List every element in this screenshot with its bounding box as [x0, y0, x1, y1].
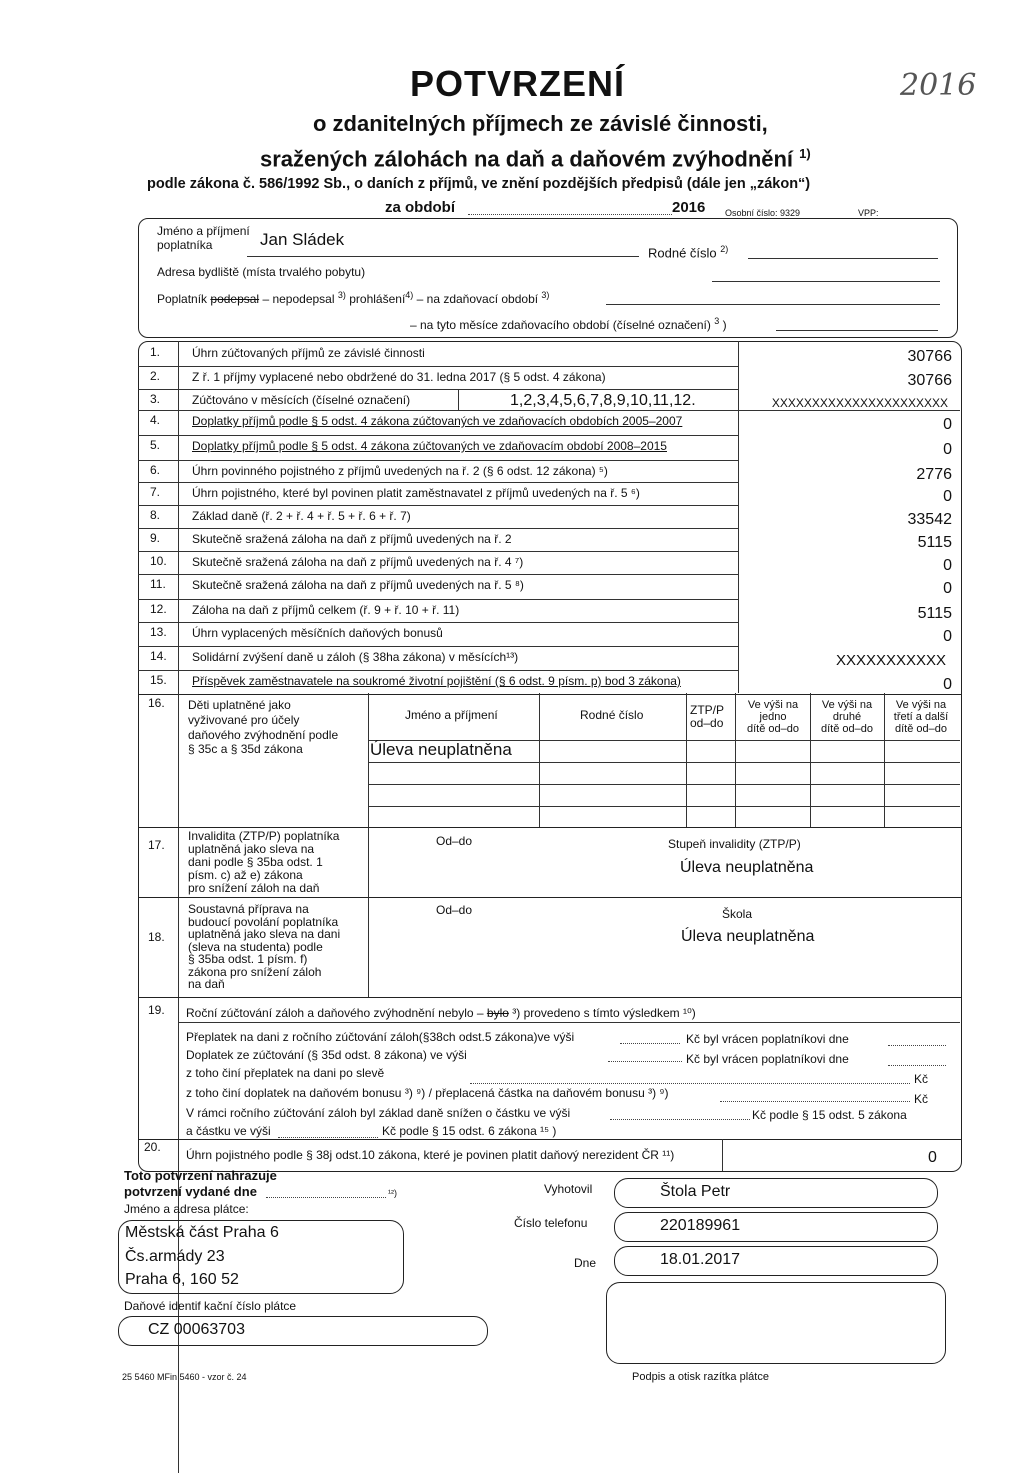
row-number: 1. — [150, 345, 161, 359]
children-value: Úleva neuplatněna — [370, 740, 512, 759]
row-value: 0 — [943, 676, 952, 693]
row-20-number: 20. — [144, 1140, 161, 1154]
col-child-birth-number: Rodné číslo — [580, 708, 644, 722]
row-number: 2. — [150, 369, 161, 383]
form-code: 25 5460 MFin 5460 - vzor č. 24 — [122, 1372, 247, 1382]
row-number: 3. — [150, 392, 161, 406]
row-16-label-4: § 35c a § 35d zákona — [188, 742, 303, 756]
row-number: 13. — [150, 625, 167, 639]
row-value: 0 — [943, 557, 952, 574]
overpayment-returned: Kč byl vrácen poplatníkovi dne — [686, 1032, 849, 1046]
vpp-label: VPP: — [858, 208, 879, 218]
row-value: 5115 — [917, 534, 952, 551]
row-20-label: Úhrn pojistného podle § 38j odst.10 zákona, které je povinen platit daňový nerezident ČR ¹¹) — [186, 1148, 675, 1162]
row-number: 9. — [150, 531, 161, 545]
row-value: 30766 — [907, 372, 952, 389]
row-label: Z ř. 1 příjmy vyplacené nebo obdržené do 31. ledna 2017 (§ 5 odst. 4 zákona) — [192, 370, 606, 384]
student-value: Úleva neuplatněna — [681, 928, 815, 945]
row-label: Skutečně sražená záloha na daň z příjmů uvedených na ř. 2 — [192, 532, 512, 546]
section-15-6: Kč podle § 15 odst. 6 zákona ¹⁵ ) — [382, 1124, 557, 1138]
row-18-number: 18. — [148, 930, 165, 944]
col-third-child: Ve výši na třetí a další dítě od–do — [893, 699, 949, 735]
row-label: Zúčtováno v měsících (číselné označení) — [192, 393, 411, 407]
student-od-do: Od–do — [436, 903, 473, 917]
row-label: Skutečně sražená záloha na daň z příjmů uvedených na ř. 4 ⁷) — [192, 555, 524, 569]
section-15-5: Kč podle § 15 odst. 5 zákona — [752, 1108, 907, 1122]
row-label: Úhrn povinného pojistného z příjmů uvedených na ř. 2 (§ 6 odst. 12 zákona) ⁵) — [192, 464, 608, 478]
date-label: Dne — [574, 1256, 597, 1270]
row-number: 4. — [150, 413, 161, 427]
replaces-label: Toto potvrzení nahrazuje — [124, 1168, 277, 1183]
payer-street: Čs.armády 23 — [125, 1248, 225, 1265]
row-number: 14. — [150, 649, 167, 663]
disability-value: Úleva neuplatněna — [680, 859, 814, 876]
signature-label: Podpis a otisk razítka plátce — [632, 1371, 769, 1383]
row-number: 7. — [150, 485, 161, 499]
row-value: 2776 — [916, 466, 952, 483]
phone-label: Číslo telefonu — [514, 1216, 588, 1230]
row-label: Doplatky příjmů podle § 5 odst. 4 zákona zúčtovaných ve zdaňovacích obdobích 2005–2007 — [192, 414, 683, 428]
row-label: Příspěvek zaměstnavatele na soukromé životní pojištění (§ 6 odst. 9 písm. p) bod 3 zákona) — [192, 674, 681, 688]
row-20-value: 0 — [928, 1149, 937, 1166]
kc-label-2: Kč — [914, 1092, 929, 1106]
row-16-label-2: vyživované pro účely — [188, 713, 300, 727]
row-value: 0 — [943, 441, 952, 458]
additional-payment-line: Doplatek ze zúčtování (§ 35d odst. 8 zákona) ve výši — [186, 1048, 467, 1062]
row-value: 33542 — [907, 511, 952, 528]
overpayment-line: Přeplatek na dani z ročního zúčtování záloh(§38ch odst.5 zákona)ve výši — [186, 1030, 575, 1044]
birth-number-label: Rodné číslo $^{2)}$ — [648, 244, 729, 261]
row-18-label: Soustavná příprava na budoucí povolání poplatníka uplatněná jako sleva na dani (sleva na studenta) podle § 35ba odst. 1 písm. f) zákona pro snížení záloh na daň — [188, 902, 341, 991]
row-19-result: Roční zúčtování záloh a daňového zvýhodnění nebylo – bylo ³) provedeno s tímto výsledkem ¹⁰) — [186, 1006, 696, 1020]
date-value: 18.01.2017 — [660, 1251, 741, 1268]
months-value: 1,2,3,4,5,6,7,8,9,10,11,12. — [510, 392, 696, 409]
row-label: Doplatky příjmů podle § 5 odst. 4 zákona zúčtovaných ve zdaňovacím období 2008–2015 — [192, 439, 667, 453]
row-number: 6. — [150, 463, 161, 477]
row-label: Základ daně (ř. 2 + ř. 4 + ř. 5 + ř. 6 + ř. 7) — [192, 509, 411, 523]
row-value: 0 — [943, 628, 952, 645]
document-title: POTVRZENÍ — [410, 63, 626, 104]
row-label: Úhrn pojistného, které byl povinen platit zaměstnavatel z příjmů uvedených na ř. 5 ⁶) — [192, 486, 640, 500]
disability-od-do: Od–do — [436, 834, 473, 848]
address-label: Adresa bydliště (místa trvalého pobytu) — [157, 265, 366, 279]
school-label: Škola — [722, 907, 753, 921]
row-value: XXXXXXXXXXX — [835, 652, 946, 669]
kc-label-1: Kč — [914, 1072, 929, 1086]
amount-line: a částku ve výši — [186, 1124, 271, 1138]
handwritten-year: 2016 — [900, 68, 977, 103]
prepared-by-label: Vyhotovil — [544, 1182, 593, 1196]
row-number: 8. — [150, 508, 161, 522]
col-ztp: ZTP/P — [690, 703, 725, 717]
row-value: XXXXXXXXXXXXXXXXXXXXXX — [771, 396, 948, 410]
employee-number: Osobní číslo: 9329 — [725, 208, 801, 218]
prepared-by-value: Štola Petr — [660, 1183, 731, 1200]
tax-base-reduction: V rámci ročního zúčtování záloh byl základ daně snížen o částku ve výši — [186, 1106, 571, 1120]
period-label: za období — [385, 199, 455, 216]
row-16-number: 16. — [148, 696, 165, 710]
payer-city: Praha 6, 160 52 — [125, 1271, 239, 1288]
dic-value: CZ 00063703 — [148, 1321, 245, 1338]
row-number: 12. — [150, 602, 167, 616]
col-second-child: Ve výši na druhé dítě od–do — [821, 699, 873, 735]
name-label-1: Jméno a příjmení — [157, 224, 250, 238]
name-label-2: poplatníka — [157, 238, 213, 252]
period-value: 2016 — [672, 199, 706, 216]
replaces-date-label: potvrzení vydané dne — [124, 1184, 257, 1199]
row-label: Úhrn vyplacených měsíčních daňových bonusů — [192, 626, 443, 640]
row-value: 5115 — [917, 605, 952, 622]
row-label: Solidární zvýšení daně u záloh (§ 38ha zákona) v měsících¹³) — [192, 650, 519, 664]
row-16-label-1: Děti uplatněné jako — [188, 698, 291, 712]
row-number: 10. — [150, 554, 167, 568]
row-label: Skutečně sražená záloha na daň z příjmů uvedených na ř. 5 ⁸) — [192, 578, 524, 592]
row-17-number: 17. — [148, 838, 165, 852]
payer-name: Městská část Praha 6 — [125, 1224, 279, 1241]
row-number: 11. — [150, 577, 166, 591]
row-value: 0 — [943, 580, 952, 597]
row-value: 30766 — [907, 348, 952, 365]
disability-degree-label: Stupeň invalidity (ZTP/P) — [668, 837, 801, 851]
col-child-name: Jméno a příjmení — [405, 708, 498, 722]
row-16-label-3: daňového zvýhodnění podle — [188, 728, 339, 742]
subtitle-line-1: o zdanitelných příjmech ze závislé činnosti, — [313, 111, 768, 136]
row-number: 15. — [150, 673, 167, 687]
law-reference: podle zákona č. 586/1992 Sb., o daních z příjmů, ve znění pozdějších předpisů (dále jen „zákon“) — [147, 176, 811, 192]
row-label: Úhrn zúčtovaných příjmů ze závislé činnosti — [192, 346, 425, 360]
dic-label: Daňové identif kační číslo plátce — [124, 1299, 297, 1313]
row-value: 0 — [943, 488, 952, 505]
replaces-sup: ¹²) — [388, 1188, 397, 1198]
months-statement: – na tyto měsíce zdaňovacího období (číselné označení) $^3$ ) — [410, 316, 727, 332]
payer-label: Jméno a adresa plátce: — [124, 1202, 249, 1216]
col-first-child: Ve výši na jedno dítě od–do — [747, 699, 799, 735]
row-number: 5. — [150, 438, 161, 452]
additional-payment-returned: Kč byl vrácen poplatníkovi dne — [686, 1052, 849, 1066]
overpayment-after-discount: z toho činí přeplatek na dani po slevě — [186, 1066, 385, 1080]
signature-box — [606, 1282, 946, 1364]
row-19-number: 19. — [148, 1003, 165, 1017]
row-17-label: Invalidita (ZTP/P) poplatníka uplatněná jako sleva na dani podle § 35ba odst. 1 písm. c) až e) zákona pro snížení záloh na daň — [188, 829, 340, 895]
bonus-line: z toho činí doplatek na daňovém bonusu ³) ⁹) / přeplacená částka na daňovém bonusu ³) ⁹) — [186, 1086, 669, 1100]
col-ztp-od-do: od–do — [690, 716, 724, 730]
signature-statement: Poplatník podepsal – nepodepsal $^{3)}$ prohlášení$^{4)}$ – na zdaňovací období $^{3)}$ — [157, 290, 550, 306]
row-label: Záloha na daň z příjmů celkem (ř. 9 + ř. 10 + ř. 11) — [192, 603, 460, 617]
subtitle-line-2: sražených zálohách na daň a daňovém zvýhodnění $^{1)}$ — [260, 146, 811, 172]
taxpayer-name: Jan Sládek — [260, 230, 345, 249]
row-value: 0 — [943, 416, 952, 433]
phone-value: 220189961 — [660, 1217, 741, 1234]
